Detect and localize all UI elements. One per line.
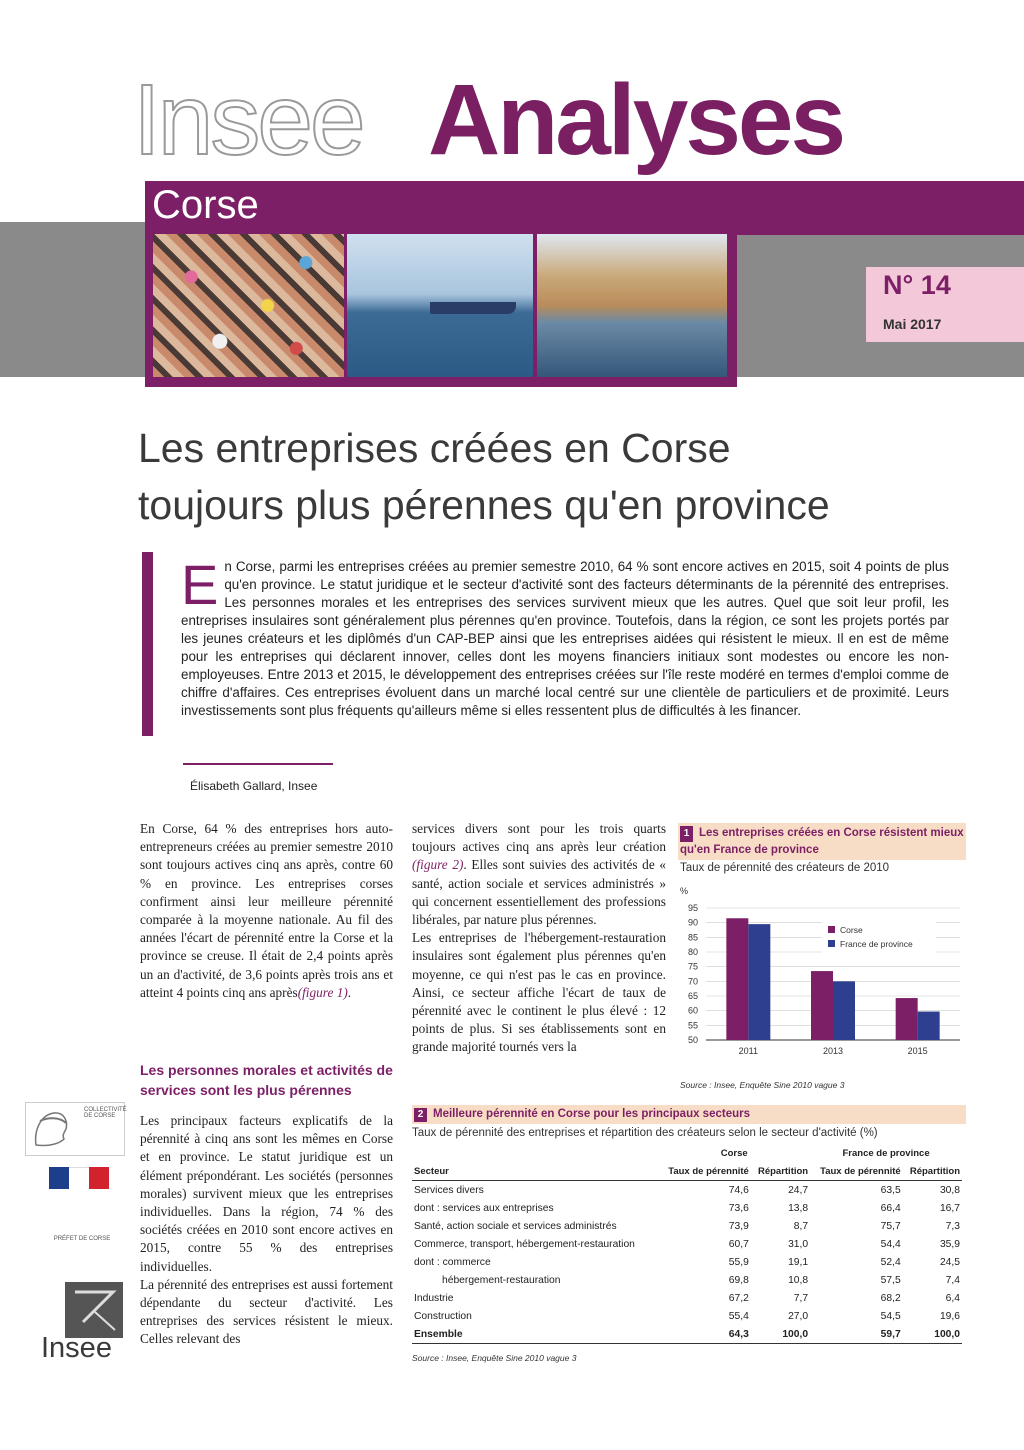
- corse-logo-text: COLLECTIVITÉ DE CORSE: [84, 1107, 127, 1119]
- legend-swatch: [828, 940, 835, 947]
- table-row: [412, 1253, 962, 1271]
- group-corse: Corse: [720, 1147, 748, 1159]
- y-tick-label: 65: [687, 991, 698, 1001]
- cell-province-rate: 54,5: [880, 1310, 901, 1322]
- cell-province-share: 35,9: [939, 1238, 960, 1250]
- cell-corse-rate: 73,9: [728, 1220, 749, 1232]
- col-corse-share: Répartition: [751, 1162, 810, 1181]
- group-province: France de province: [842, 1147, 930, 1159]
- figure-1-reference[interactable]: (figure 1): [297, 984, 348, 1000]
- cell-sector: Commerce, transport, hébergement-restauration: [414, 1238, 635, 1250]
- legend-swatch: [828, 926, 835, 933]
- y-tick-label: 95: [687, 903, 698, 913]
- cell-sector: hébergement-restauration: [442, 1274, 561, 1286]
- col1-end: .: [347, 984, 352, 1000]
- col-sector: Secteur: [412, 1162, 658, 1181]
- table-group-header: [412, 1144, 962, 1162]
- cell-corse-share: 8,7: [793, 1220, 809, 1232]
- abstract-bar: [142, 552, 153, 736]
- cell-province-rate: 75,7: [880, 1220, 901, 1232]
- table-row: [412, 1289, 962, 1307]
- figure-2-source: Source : Insee, Enquête Sine 2010 vague 3: [412, 1353, 577, 1363]
- table-total-row: [412, 1325, 962, 1344]
- figure-1-chart: [676, 880, 966, 1080]
- table-row: [412, 1181, 962, 1200]
- legend-label: France de province: [840, 939, 913, 949]
- table-row: [412, 1199, 962, 1217]
- article-title: [138, 420, 918, 534]
- cell-sector: Construction: [414, 1310, 472, 1322]
- insee-logo-text: Insee: [41, 1332, 112, 1364]
- col-corse-rate: Taux de pérennité: [658, 1162, 751, 1181]
- issue-date: Mai 2017: [883, 316, 942, 332]
- abstract-text: n Corse, parmi les entreprises créées au premier semestre 2010, 64 % sont encore actives en 2015, soit 4 points de plus qu'en province. Le statut juridique et le secteur d'activité sont des facteurs déterminants de la pérennité des entreprises. Les personnes morales et les entreprises des services survivent mieux que les autres. Quel que soit leur profil, les entreprises insulaires sont généralement plus pérennes qu'en province. Toutefois, dans la région, ce sont les projets portés par les jeunes créateurs et les diplômés d'un CAP-BEP ainsi que les entreprises aidées qui résistent le mieux. Il en est de même pour les entreprises qui déclarent innover, celles dont les moyens financiers initiaux sont modestes ou encore les non-employeuses. Entre 2013 et 2015, le développement des entreprises créées sur l'île reste modéré en termes d'emploi comme de chiffre d'affaires. Ces entreprises évoluent dans un marché local centré sur une clientèle de particuliers et de proximité. Leurs investissements sont plus fréquents qu'ailleurs même si elles ressentent plus de difficultés à les financer.: [181, 559, 949, 718]
- cell-sector: dont : services aux entreprises: [414, 1202, 554, 1214]
- abstract: [181, 553, 949, 720]
- cell-sector: dont : commerce: [414, 1256, 491, 1268]
- cell-corse-share: 27,0: [788, 1310, 809, 1322]
- cell-province-share: 30,8: [939, 1184, 960, 1196]
- legend-label: Corse: [840, 925, 863, 935]
- cell-province-share: 24,5: [939, 1256, 960, 1268]
- prefet-text: PRÉFET DE CORSE: [53, 1236, 111, 1242]
- cell-corse-rate: 73,6: [728, 1202, 749, 1214]
- author-rule: [183, 763, 333, 765]
- cell-province-share: 7,3: [945, 1220, 960, 1232]
- col-province-rate: Taux de pérennité: [810, 1162, 903, 1181]
- cell-corse-share: 7,7: [793, 1292, 809, 1304]
- figure-2-title: [412, 1105, 966, 1124]
- cell-corse-share: 24,7: [788, 1184, 809, 1196]
- cell-corse-rate: 74,6: [728, 1184, 749, 1196]
- cell-province-rate: 66,4: [880, 1202, 901, 1214]
- bar-province-2015: [918, 1012, 940, 1040]
- body-column-1b: Les principaux facteurs explicatifs de la pérennité à cinq ans sont les mêmes en Corse et en province. Le statut juridique est un élément prépondérant. Les sociétés (personnes morales) survivent mieux que les entreprises individuelles. Dans la région, 74 % des sociétés créées en 2010 sont encore actives en 2015, contre 55 % des entreprises individuelles. La pérennité des entreprises est aussi fortement dépendante du secteur d'activité. Les entreprises des services résistent le mieux. Celles relevant des: [140, 1113, 393, 1347]
- y-tick-label: 75: [687, 961, 698, 972]
- figure-1-number: 1: [680, 826, 693, 842]
- cell-province-share: 6,4: [945, 1292, 960, 1304]
- figure-1-subtitle: Taux de pérennité des créateurs de 2010: [680, 862, 890, 874]
- cell-sector: Services divers: [414, 1184, 484, 1196]
- figure-1-source: Source : Insee, Enquête Sine 2010 vague 3: [680, 1080, 845, 1090]
- col2-text-a: services divers sont pour les trois quarts toujours actives cinq ans après leur création: [412, 821, 666, 855]
- cell-province-rate: 63,5: [880, 1184, 901, 1196]
- bar-corse-2011: [726, 918, 748, 1040]
- cell-corse-rate: 67,2: [728, 1292, 749, 1304]
- flag-white: [69, 1167, 89, 1190]
- harbor-photo: [537, 234, 727, 377]
- figure-2-reference[interactable]: (figure 2): [412, 857, 464, 873]
- cell-province-share: 7,4: [945, 1274, 960, 1286]
- cell-province-rate: 59,7: [810, 1325, 903, 1344]
- y-tick-label: 60: [687, 1005, 698, 1016]
- bar-corse-2013: [811, 971, 833, 1040]
- y-tick-label: 55: [687, 1020, 698, 1031]
- x-tick-label: 2015: [907, 1046, 928, 1056]
- cell-corse-share: 19,1: [788, 1256, 809, 1268]
- table-row: [412, 1307, 962, 1325]
- brand-analyses: Analyses: [428, 64, 844, 176]
- cell-province-rate: 68,2: [880, 1292, 901, 1304]
- insee-logo-mark-icon: [65, 1282, 123, 1338]
- cell-province-rate: 54,4: [880, 1238, 901, 1250]
- crowd-photo: [153, 234, 344, 377]
- col1-text: En Corse, 64 % des entreprises hors auto-entrepreneurs créées au premier semestre 2010 sont toujours actives cinq ans après, contre 60 % en province. Les entreprises corses confirment ainsi leur meilleure pérennité comparée à la moyenne nationale. Au fil des années l'écart de pérennité entre la Corse et la province se creuse. Il était de 2,4 points après un an d'activité, de 3,6 points après trois ans et atteint 4 points cinq ans après: [140, 821, 393, 1000]
- bar-corse-2015: [896, 998, 918, 1040]
- y-unit-label: %: [680, 886, 689, 896]
- ferry-shape: [430, 302, 516, 314]
- table-row: [412, 1217, 962, 1235]
- y-tick-label: 90: [687, 917, 698, 928]
- table-body: [412, 1181, 962, 1344]
- brand-insee: Insee: [133, 64, 363, 176]
- article-title-line1: Les entreprises créées en Corse: [138, 425, 731, 471]
- cell-corse-rate: 55,9: [728, 1256, 749, 1268]
- table-row: [412, 1235, 962, 1253]
- figure-2-table: [412, 1144, 962, 1344]
- cell-corse-rate: 60,7: [728, 1238, 749, 1250]
- abstract-dropcap: E: [181, 553, 219, 616]
- x-tick-label: 2013: [822, 1046, 844, 1056]
- bar-province-2011: [748, 924, 770, 1040]
- x-tick-label: 2011: [738, 1046, 759, 1056]
- section-heading: Les personnes morales et activités de services sont les plus pérennes: [140, 1062, 393, 1098]
- cell-province-share: 100,0: [903, 1325, 962, 1344]
- table-column-header: [412, 1162, 962, 1181]
- y-tick-label: 85: [687, 932, 698, 943]
- article-title-line2: toujours plus pérennes qu'en province: [138, 482, 830, 528]
- flag-red: [89, 1167, 109, 1189]
- cell-province-rate: 57,5: [880, 1274, 901, 1286]
- y-tick-label: 80: [687, 947, 698, 957]
- figure-1-title: [678, 823, 966, 860]
- issue-number: N° 14: [883, 270, 951, 300]
- figure-2-number: 2: [414, 1108, 427, 1122]
- cell-corse-rate: 69,8: [728, 1274, 749, 1286]
- cell-province-share: 19,6: [939, 1310, 960, 1322]
- figure-1-title-text: Les entreprises créées en Corse résistent mieux qu'en France de province: [680, 827, 964, 856]
- body-column-2: [412, 820, 666, 1057]
- flag-blue: [49, 1167, 69, 1189]
- cell-corse-share: 13,8: [788, 1202, 809, 1214]
- cell-corse-rate: 64,3: [658, 1325, 751, 1344]
- col-province-share: Répartition: [903, 1162, 962, 1181]
- table-row: [412, 1271, 962, 1289]
- cell-corse-share: 100,0: [751, 1325, 810, 1344]
- cell-sector: Santé, action sociale et services administrés: [414, 1220, 617, 1232]
- body-column-1: [140, 820, 393, 1002]
- cell-sector: Ensemble: [412, 1325, 658, 1344]
- col2-text-b: . Elles sont suivies des activités de « santé, action sociale et services administrés » qui concernent essentiellement des professions libérales, par nature plus pérennes. Les entreprises de l'hébergement-restauration insulaires sont également plus pérennes qu'en moyenne, ce qui n'est pas le cas en province. Ainsi, ce secteur affiche l'écart de taux de pérennité avec le continent le plus élevé : 12 points de plus. Si ses établissements sont en grande majorité tournés vers la: [412, 857, 666, 1055]
- figure-2-subtitle: Taux de pérennité des entreprises et répartition des créateurs selon le secteur d'activité (%): [412, 1127, 878, 1139]
- author: Élisabeth Gallard, Insee: [190, 779, 318, 793]
- y-tick-label: 70: [687, 976, 698, 987]
- region-label: Corse: [152, 183, 259, 227]
- cell-province-share: 16,7: [939, 1202, 960, 1214]
- bar-province-2013: [833, 981, 855, 1040]
- figure-2-title-text: Meilleure pérennité en Corse pour les principaux secteurs: [433, 1108, 750, 1120]
- cell-sector: Industrie: [414, 1292, 454, 1304]
- cell-province-rate: 52,4: [880, 1256, 901, 1268]
- y-tick-label: 50: [687, 1035, 698, 1045]
- moor-head-icon: [26, 1103, 76, 1153]
- cell-corse-rate: 55,4: [728, 1310, 749, 1322]
- cell-corse-share: 10,8: [788, 1274, 809, 1286]
- cell-corse-share: 31,0: [788, 1238, 809, 1250]
